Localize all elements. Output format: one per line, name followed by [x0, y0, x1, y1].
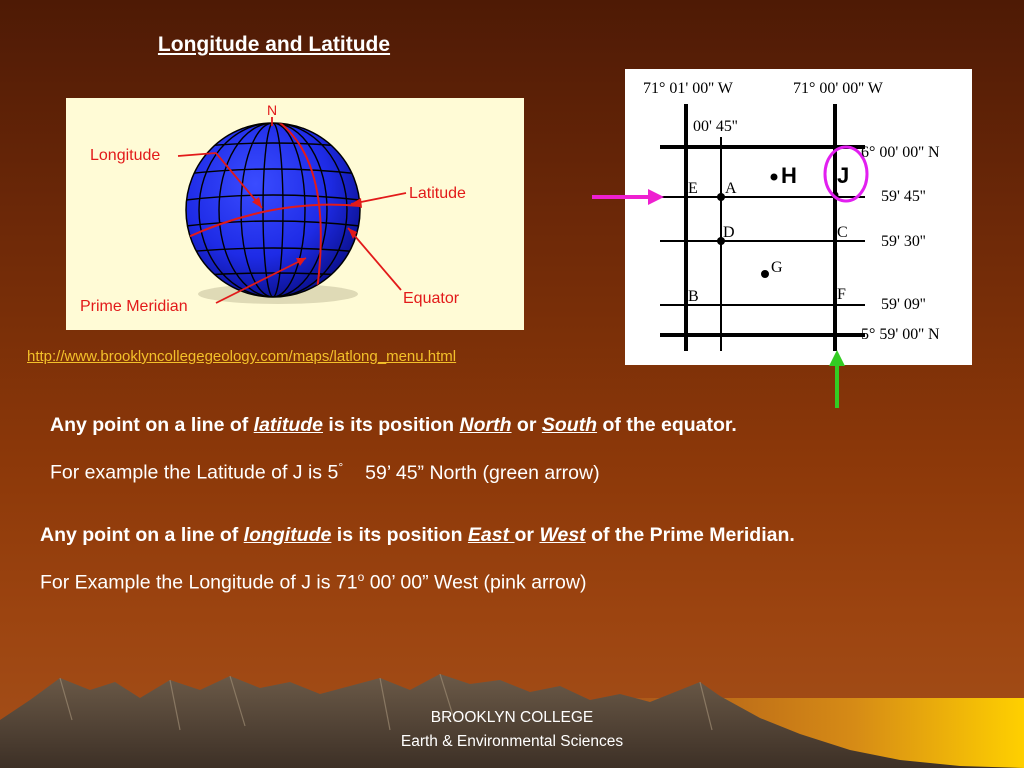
grid-lat-label-0: 6° 00' 00'' N	[861, 144, 940, 161]
grid-point-h: H	[781, 163, 797, 188]
footer	[300, 706, 724, 754]
globe-label-equator: Equator	[403, 290, 460, 307]
grid-sub-label: 00' 45''	[693, 118, 738, 135]
grid-point-j: J	[837, 163, 850, 188]
grid-label-top-left: 71° 01' 00'' W	[643, 80, 733, 97]
globe-figure	[66, 98, 524, 330]
source-link[interactable]: http://www.brooklyncollegegeology.com/maps/latlong_menu.html	[27, 348, 457, 365]
grid-point-b: B	[688, 288, 699, 305]
grid-diagram	[625, 69, 972, 365]
grid-point-f: F	[837, 286, 846, 303]
grid-lat-label-3: 59' 09''	[881, 296, 926, 313]
globe-label-prime-meridian: Prime Meridian	[80, 298, 188, 315]
green-arrow	[826, 350, 848, 410]
footer-line-1: BROOKLYN COLLEGE	[430, 709, 594, 726]
longitude-example: For Example the Longitude of J is 71$^o$ 00’ 00” West (pink arrow)	[40, 570, 587, 594]
grid-lat-label-1: 59' 45''	[881, 188, 926, 205]
globe-diagram	[66, 98, 524, 330]
globe-label-longitude: Longitude	[90, 147, 161, 164]
grid-label-top-right: 71° 00' 00'' W	[793, 80, 883, 97]
grid-point-g: G	[771, 259, 783, 276]
grid-figure	[625, 69, 972, 365]
globe-label-latitude: Latitude	[409, 185, 466, 202]
grid-lines	[660, 104, 865, 351]
grid-point-d: D	[723, 224, 735, 241]
longitude-statement: Any point on a line of longitude is its position East or West of the Prime Meridian.	[40, 524, 795, 546]
latitude-statement: Any point on a line of latitude is its position North or South of the equator.	[50, 414, 737, 436]
latitude-example: For example the Latitude of J is 5° 59’ 45” North (green arrow)	[50, 460, 600, 484]
footer-line-2: Earth & Environmental Sciences	[400, 733, 624, 750]
grid-lat-label-2: 59' 30''	[881, 233, 926, 250]
slide-title: Longitude and Latitude	[157, 33, 391, 56]
grid-point-c: C	[837, 224, 848, 241]
grid-lat-label-4: 5° 59' 00'' N	[861, 326, 940, 343]
pink-arrow	[590, 186, 666, 208]
globe-label-north: N	[266, 102, 278, 118]
grid-point-e: E	[688, 180, 698, 197]
grid-point-a: A	[725, 180, 737, 197]
